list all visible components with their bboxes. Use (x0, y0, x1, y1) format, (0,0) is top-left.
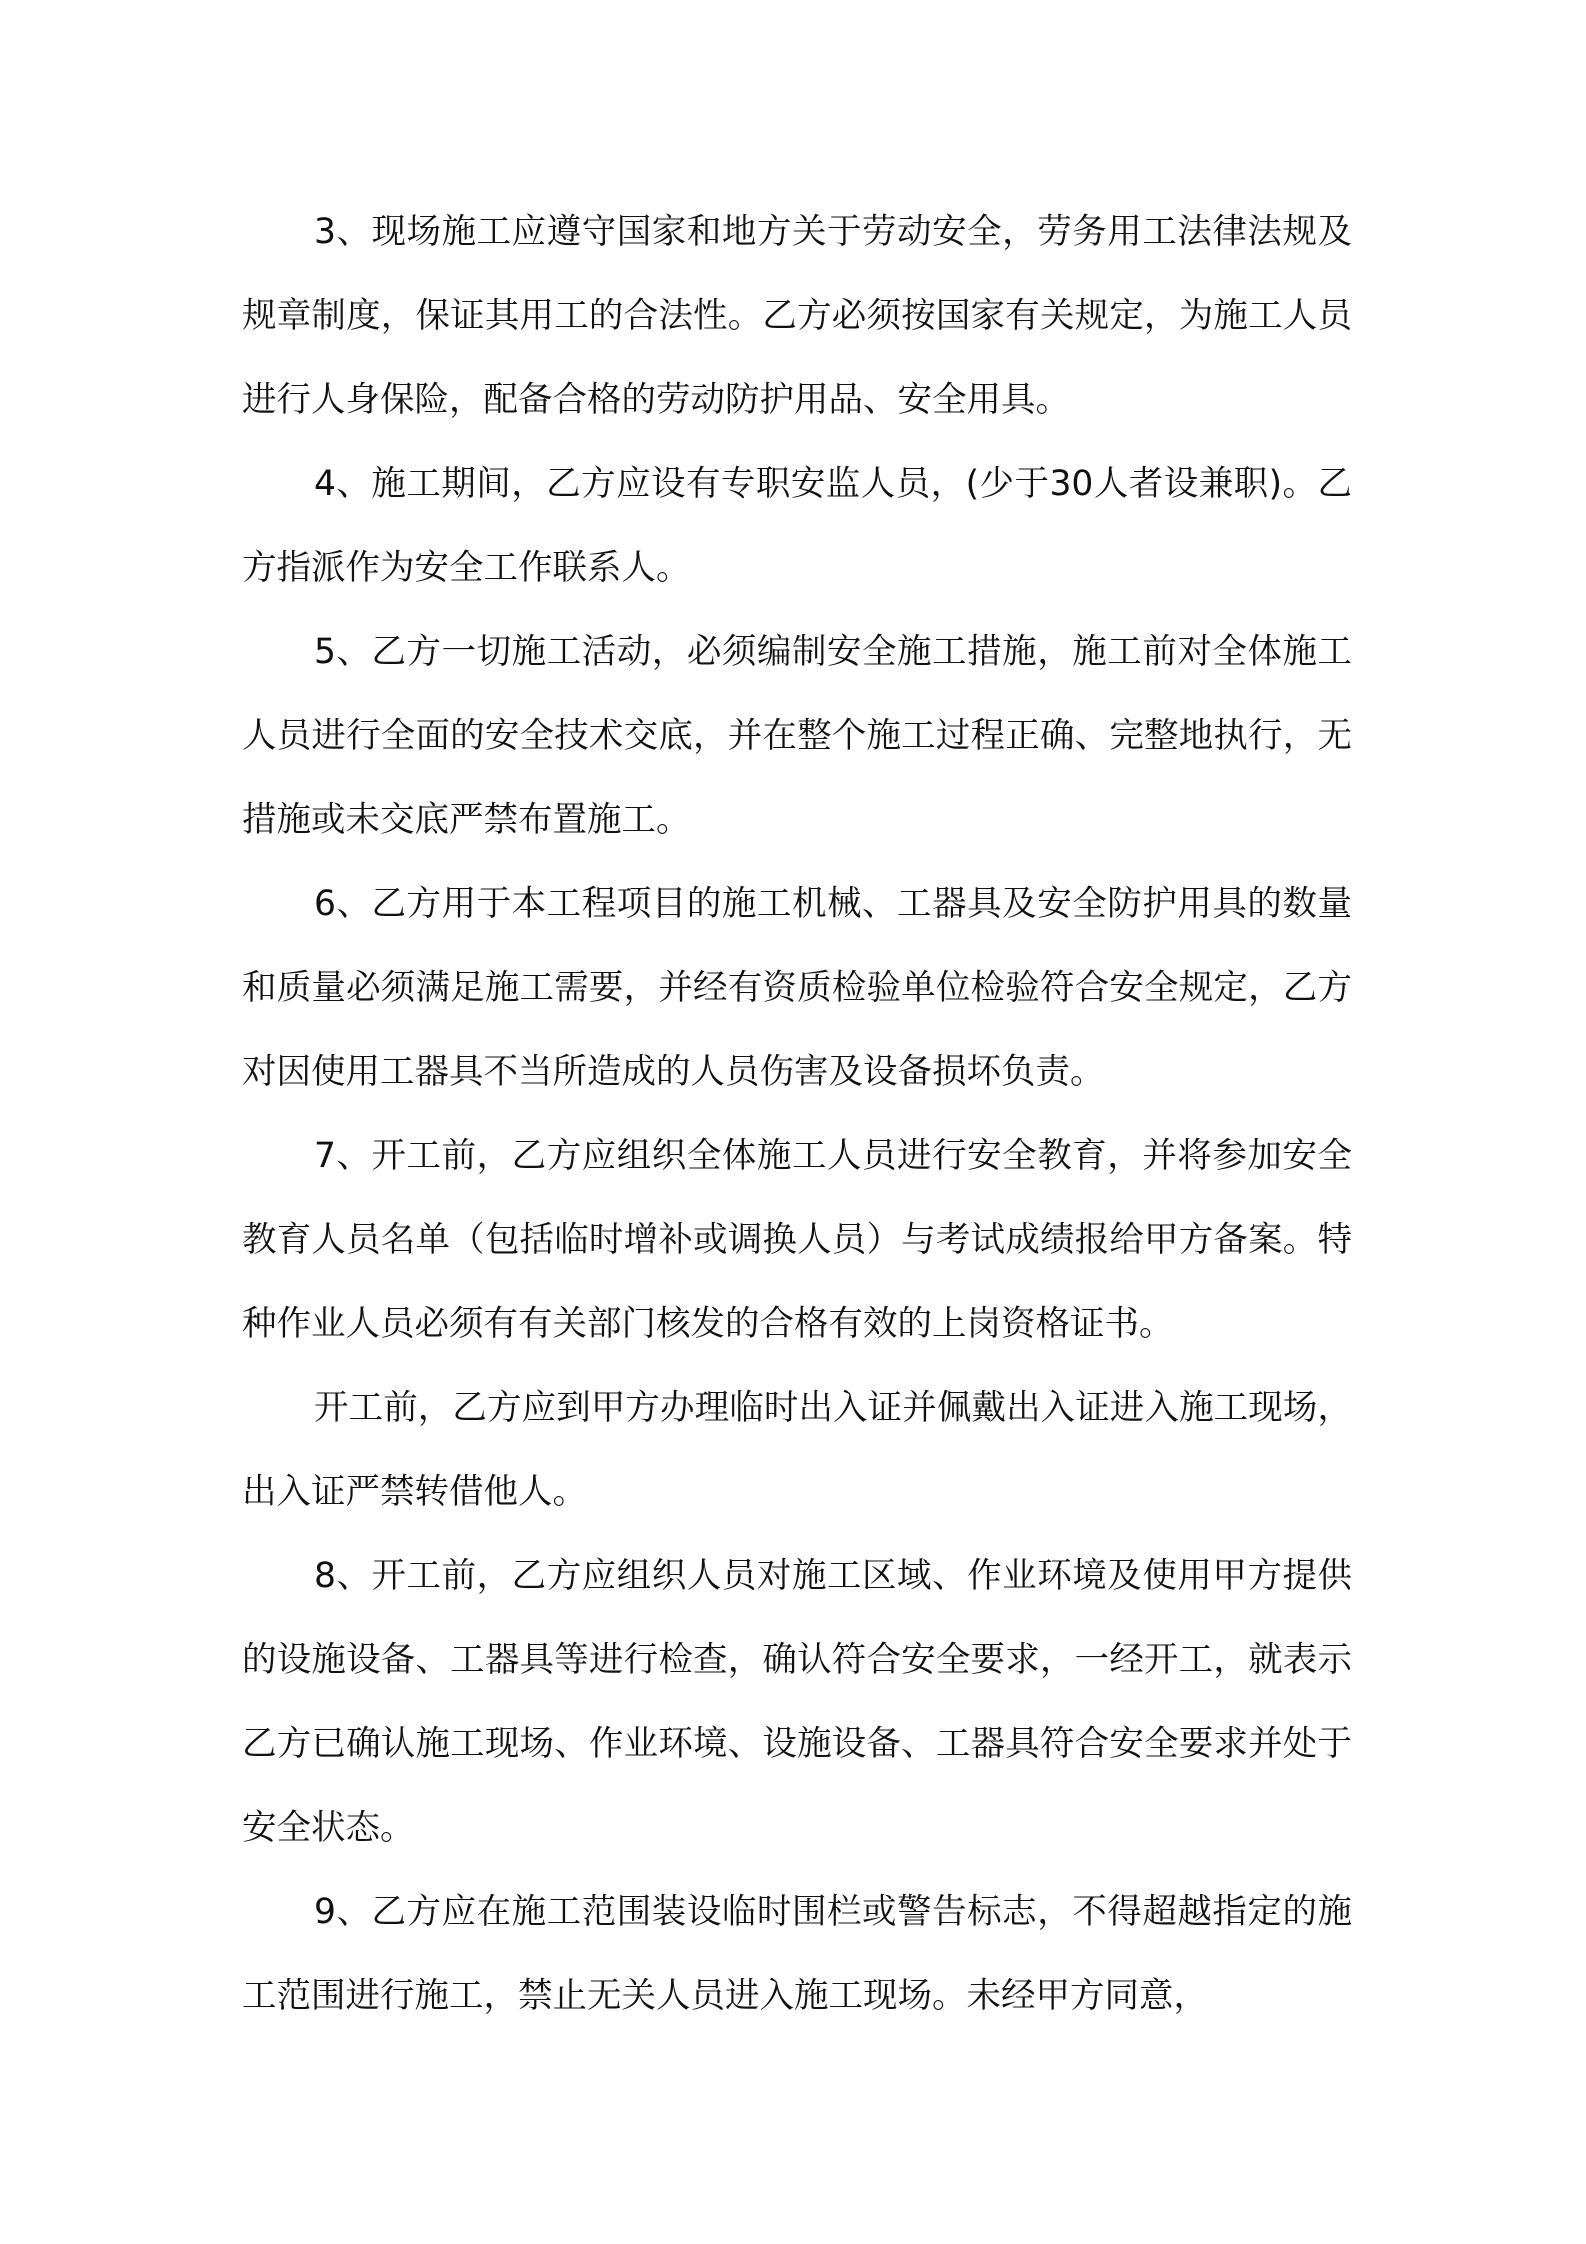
paragraph-clause-5: 5、乙方一切施工活动，必须编制安全施工措施，施工前对全体施工人员进行全面的安全技术交底，并在整个施工过程正确、完整地执行，无措施或未交底严禁布置施工。 (242, 632, 1352, 840)
document-body (242, 190, 1352, 2038)
paragraph-entry-pass: 开工前，乙方应到甲方办理临时出入证并佩戴出入证进入施工现场，出入证严禁转借他人。 (242, 1388, 1352, 1512)
paragraph-clause-8: 8、开工前，乙方应组织人员对施工区域、作业环境及使用甲方提供的设施设备、工器具等进行检查，确认符合安全要求，一经开工，就表示乙方已确认施工现场、作业环境、设施设备、工器具符合安全要求并处于安全状态。 (242, 1556, 1352, 1848)
paragraph-clause-3: 3、现场施工应遵守国家和地方关于劳动安全，劳务用工法律法规及规章制度，保证其用工的合法性。乙方必须按国家有关规定，为施工人员进行人身保险，配备合格的劳动防护用品、安全用具。 (242, 212, 1352, 420)
paragraph-clause-6: 6、乙方用于本工程项目的施工机械、工器具及安全防护用具的数量和质量必须满足施工需要，并经有资质检验单位检验符合安全规定，乙方对因使用工器具不当所造成的人员伤害及设备损坏负责。 (242, 884, 1352, 1092)
paragraph-clause-7: 7、开工前，乙方应组织全体施工人员进行安全教育，并将参加安全教育人员名单（包括临时增补或调换人员）与考试成绩报给甲方备案。特种作业人员必须有有关部门核发的合格有效的上岗资格证书。 (242, 1136, 1352, 1344)
paragraph-clause-4: 4、施工期间，乙方应设有专职安监人员，(少于30人者设兼职)。乙方指派作为安全工作联系人。 (242, 464, 1352, 588)
paragraph-clause-9: 9、乙方应在施工范围装设临时围栏或警告标志，不得超越指定的施工范围进行施工，禁止无关人员进入施工现场。未经甲方同意， (242, 1892, 1352, 2016)
